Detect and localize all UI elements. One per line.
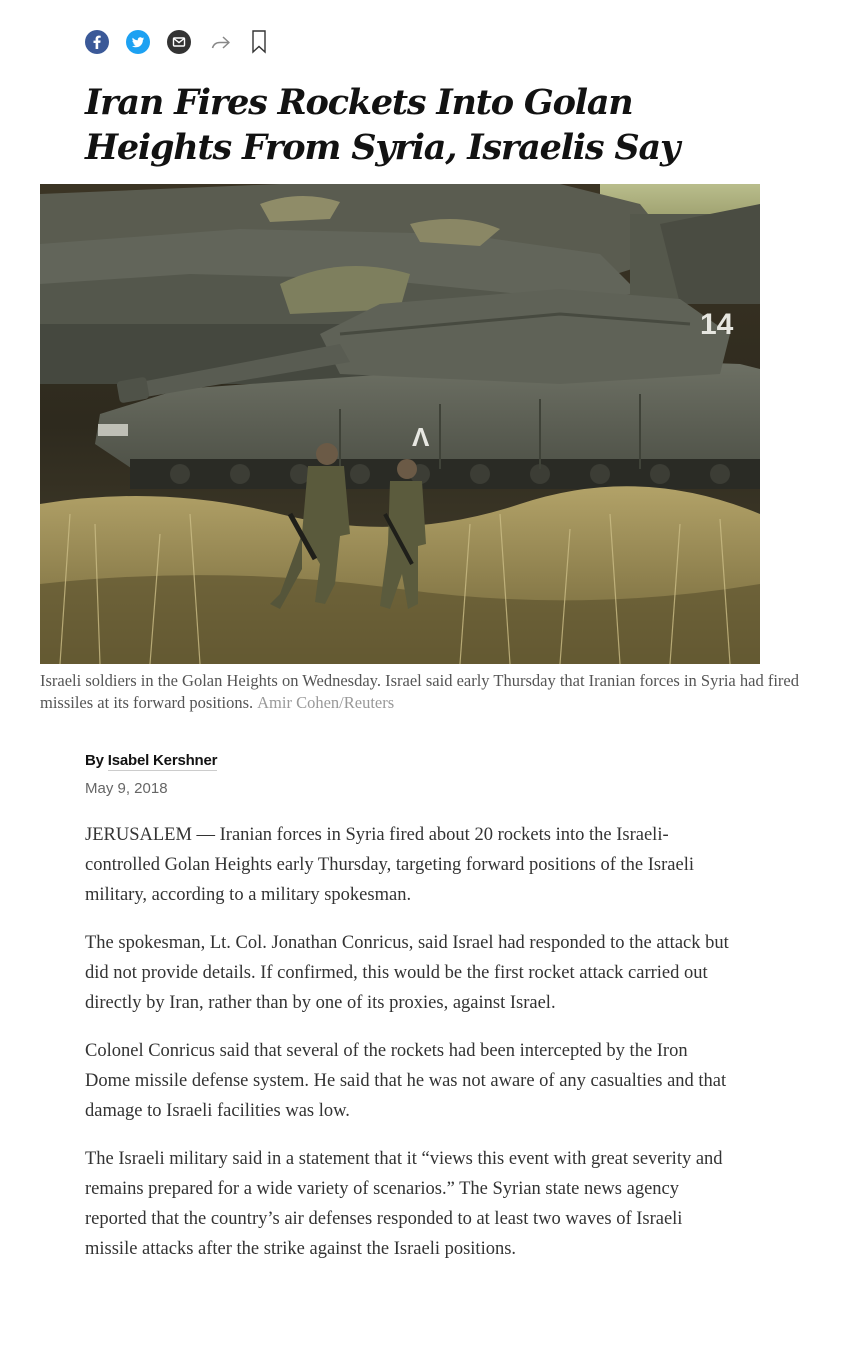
- byline-prefix: By: [85, 752, 104, 769]
- byline: [85, 752, 217, 769]
- share-toolbar: [85, 30, 284, 54]
- twitter-icon: [126, 30, 150, 54]
- email-share-button[interactable]: [167, 30, 191, 54]
- paragraph: The spokesman, Lt. Col. Jonathan Conricus, said Israel had responded to the attack but did not provide details. If confirmed, this would be the first rocket attack carried out directly by Iran, rather than by one of its proxies, against Israel.: [85, 933, 729, 1013]
- share-arrow-icon: [209, 32, 233, 52]
- publish-date: May 9, 2018: [85, 780, 168, 797]
- save-button[interactable]: [246, 30, 272, 54]
- photo-credit: Amir Cohen/Reuters: [257, 693, 395, 712]
- facebook-icon: [85, 30, 109, 54]
- caption-text: Israeli soldiers in the Golan Heights on Wednesday. Israel said early Thursday that Iranian forces in Syria had fired missiles at its forward positions.: [40, 671, 799, 712]
- tank-symbol: Λ: [412, 422, 430, 452]
- more-share-button[interactable]: [208, 30, 234, 54]
- paragraph: JERUSALEM — Iranian forces in Syria fired about 20 rockets into the Israeli-controlled Golan Heights early Thursday, targeting forward positions of the Israeli military, according to a military spokesman.: [85, 825, 694, 905]
- twitter-share-button[interactable]: [126, 30, 150, 54]
- facebook-share-button[interactable]: [85, 30, 109, 54]
- author-link[interactable]: Isabel Kershner: [107, 752, 218, 769]
- tanks-soldiers-image: [40, 184, 760, 664]
- headline: Iran Fires Rockets Into Golan Heights From Syria, Israelis Say: [85, 82, 680, 168]
- paragraph: The Israeli military said in a statement that it “views this event with great severity and remains prepared for a wide variety of scenarios.” The Syrian state news agency reported that the country’s air defenses responded to at least two waves of Israeli missile attacks after the strike against the Israeli positions.: [85, 1149, 723, 1259]
- bookmark-icon: [250, 29, 268, 55]
- photo-caption: [40, 670, 800, 714]
- article-body: [85, 820, 735, 1282]
- tank-number: 14: [700, 308, 734, 341]
- lead-photo[interactable]: [40, 184, 760, 664]
- paragraph: Colonel Conricus said that several of the rockets had been intercepted by the Iron Dome missile defense system. He said that he was not aware of any casualties and that damage to Israeli facilities was low.: [85, 1041, 727, 1121]
- email-icon: [167, 30, 191, 54]
